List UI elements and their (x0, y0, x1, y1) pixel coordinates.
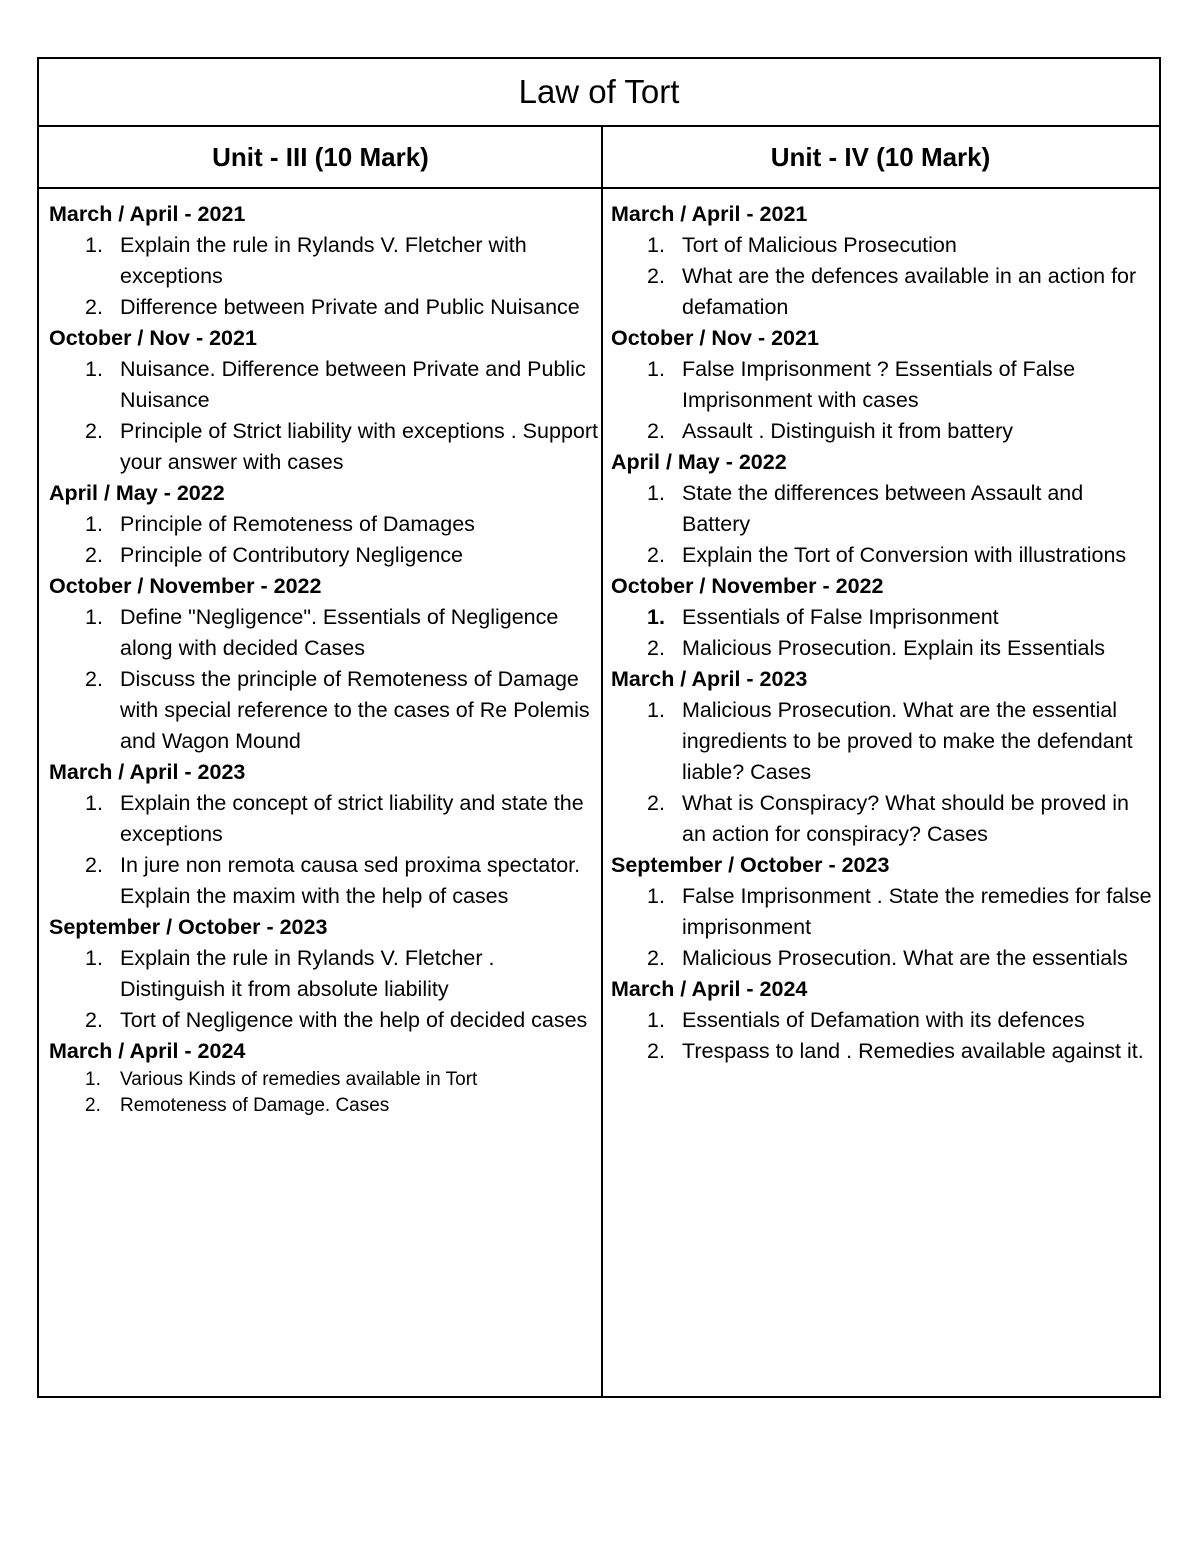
question-item (611, 602, 1156, 633)
question-text: Malicious Prosecution. Explain its Essentials (682, 636, 1106, 660)
column-header-row (39, 127, 1159, 189)
question-item (49, 1005, 599, 1036)
session-heading: October / November - 2022 (49, 574, 322, 598)
question-number: 1. (647, 357, 665, 381)
question-text: What are the defences available in an action for defamation (682, 264, 1137, 319)
question-item (611, 881, 1156, 943)
question-list (49, 354, 599, 478)
question-text: Explain the rule in Rylands V. Fletcher . Distinguish it from absolute liability (120, 946, 495, 1001)
session-heading: September / October - 2023 (49, 915, 328, 939)
question-number: 2. (647, 1039, 665, 1063)
question-list (49, 788, 599, 912)
question-item (611, 261, 1156, 323)
question-item (49, 664, 599, 757)
question-item (49, 1093, 599, 1119)
question-text: Explain the rule in Rylands V. Fletcher with exceptions (120, 233, 527, 288)
question-number: 1. (85, 605, 103, 629)
session-heading: March / April - 2024 (611, 977, 808, 1001)
question-item (611, 695, 1156, 788)
unit-4-header: Unit - IV (10 Mark) (770, 141, 991, 172)
question-item (611, 478, 1156, 540)
question-list (49, 509, 599, 571)
question-text: Assault . Distinguish it from battery (682, 419, 1013, 443)
session-heading: March / April - 2023 (611, 667, 808, 691)
question-text: What is Conspiracy? What should be proved in an action for conspiracy? Cases (682, 791, 1129, 846)
session-heading: October / November - 2022 (611, 574, 884, 598)
question-number: 1. (85, 357, 103, 381)
document-title: Law of Tort (39, 59, 1159, 127)
question-number: 1. (85, 233, 103, 257)
question-list (49, 943, 599, 1036)
unit-4-column (611, 199, 1156, 1067)
question-number: 2. (647, 946, 665, 970)
question-number: 1. (647, 884, 665, 908)
question-list (611, 1005, 1156, 1067)
question-text: State the differences between Assault and Battery (682, 481, 1084, 536)
question-item (49, 230, 599, 292)
question-item (49, 540, 599, 571)
question-number: 1. (647, 481, 665, 505)
session-heading: October / Nov - 2021 (611, 326, 819, 350)
question-list (49, 1067, 599, 1119)
question-item (611, 230, 1156, 261)
session-heading: April / May - 2022 (49, 481, 225, 505)
session-heading: September / October - 2023 (611, 853, 890, 877)
question-text: Principle of Remoteness of Damages (120, 512, 475, 536)
question-text: Various Kinds of remedies available in Tort (120, 1069, 478, 1090)
question-item (49, 292, 599, 323)
question-text: Nuisance. Difference between Private and Public Nuisance (120, 357, 586, 412)
question-number: 2. (85, 853, 103, 877)
question-item (49, 509, 599, 540)
question-item (49, 354, 599, 416)
session-heading: March / April - 2021 (49, 202, 246, 226)
question-number: 1. (647, 605, 665, 629)
session-heading: March / April - 2024 (49, 1039, 246, 1063)
question-list (49, 602, 599, 757)
question-text: In jure non remota causa sed proxima spectator. Explain the maxim with the help of cases (120, 853, 581, 908)
question-item (49, 943, 599, 1005)
question-number: 2. (647, 636, 665, 660)
question-table (37, 57, 1161, 1398)
column-divider (601, 127, 603, 1396)
question-number: 1. (85, 512, 103, 536)
question-number: 2. (85, 543, 103, 567)
question-text: Essentials of Defamation with its defences (682, 1008, 1085, 1032)
question-text: Remoteness of Damage. Cases (120, 1095, 390, 1116)
question-number: 2. (647, 264, 665, 288)
session-heading: April / May - 2022 (611, 450, 787, 474)
question-text: Explain the Tort of Conversion with illustrations (682, 543, 1127, 567)
question-list (611, 881, 1156, 974)
question-item (611, 943, 1156, 974)
question-number: 1. (647, 1008, 665, 1032)
question-number: 1. (85, 1069, 101, 1090)
unit-3-header: Unit - III (10 Mark) (212, 141, 429, 172)
question-item (49, 602, 599, 664)
question-item (49, 788, 599, 850)
question-number: 1. (647, 698, 665, 722)
question-item (611, 633, 1156, 664)
question-list (611, 695, 1156, 850)
question-number: 1. (647, 233, 665, 257)
question-text: Principle of Strict liability with exceptions . Support your answer with cases (120, 419, 598, 474)
question-text: Explain the concept of strict liability and state the exceptions (120, 791, 584, 846)
question-text: False Imprisonment ? Essentials of False Imprisonment with cases (682, 357, 1076, 412)
question-text: Define "Negligence". Essentials of Negligence along with decided Cases (120, 605, 559, 660)
question-number: 2. (85, 1008, 103, 1032)
question-text: False Imprisonment . State the remedies for false imprisonment (682, 884, 1152, 939)
question-text: Discuss the principle of Remoteness of Damage with special reference to the cases of Re Polemis and Wagon Mound (120, 667, 590, 753)
question-number: 2. (85, 1095, 101, 1116)
question-number: 2. (647, 791, 665, 815)
question-list (611, 478, 1156, 571)
question-list (611, 602, 1156, 664)
question-number: 2. (85, 419, 103, 443)
session-heading: October / Nov - 2021 (49, 326, 257, 350)
session-heading: March / April - 2021 (611, 202, 808, 226)
question-number: 2. (85, 295, 103, 319)
question-number: 2. (647, 419, 665, 443)
question-list (49, 230, 599, 323)
question-text: Malicious Prosecution. What are the essentials (682, 946, 1128, 970)
question-list (611, 354, 1156, 447)
question-text: Trespass to land . Remedies available against it. (682, 1039, 1144, 1063)
unit-3-column (49, 199, 599, 1119)
question-text: Principle of Contributory Negligence (120, 543, 463, 567)
question-text: Difference between Private and Public Nuisance (120, 295, 580, 319)
question-text: Tort of Malicious Prosecution (682, 233, 957, 257)
question-number: 2. (647, 543, 665, 567)
question-number: 1. (85, 946, 103, 970)
question-text: Essentials of False Imprisonment (682, 605, 999, 629)
question-item (611, 1036, 1156, 1067)
question-item (611, 416, 1156, 447)
question-item (49, 416, 599, 478)
question-number: 2. (85, 667, 103, 691)
question-item (611, 540, 1156, 571)
question-text: Malicious Prosecution. What are the essential ingredients to be proved to make the defendant liable? Cases (682, 698, 1133, 784)
question-text: Tort of Negligence with the help of decided cases (120, 1008, 588, 1032)
question-number: 1. (85, 791, 103, 815)
question-item (49, 1067, 599, 1093)
question-item (611, 354, 1156, 416)
question-list (611, 230, 1156, 323)
question-item (611, 788, 1156, 850)
session-heading: March / April - 2023 (49, 760, 246, 784)
question-item (49, 850, 599, 912)
question-item (611, 1005, 1156, 1036)
